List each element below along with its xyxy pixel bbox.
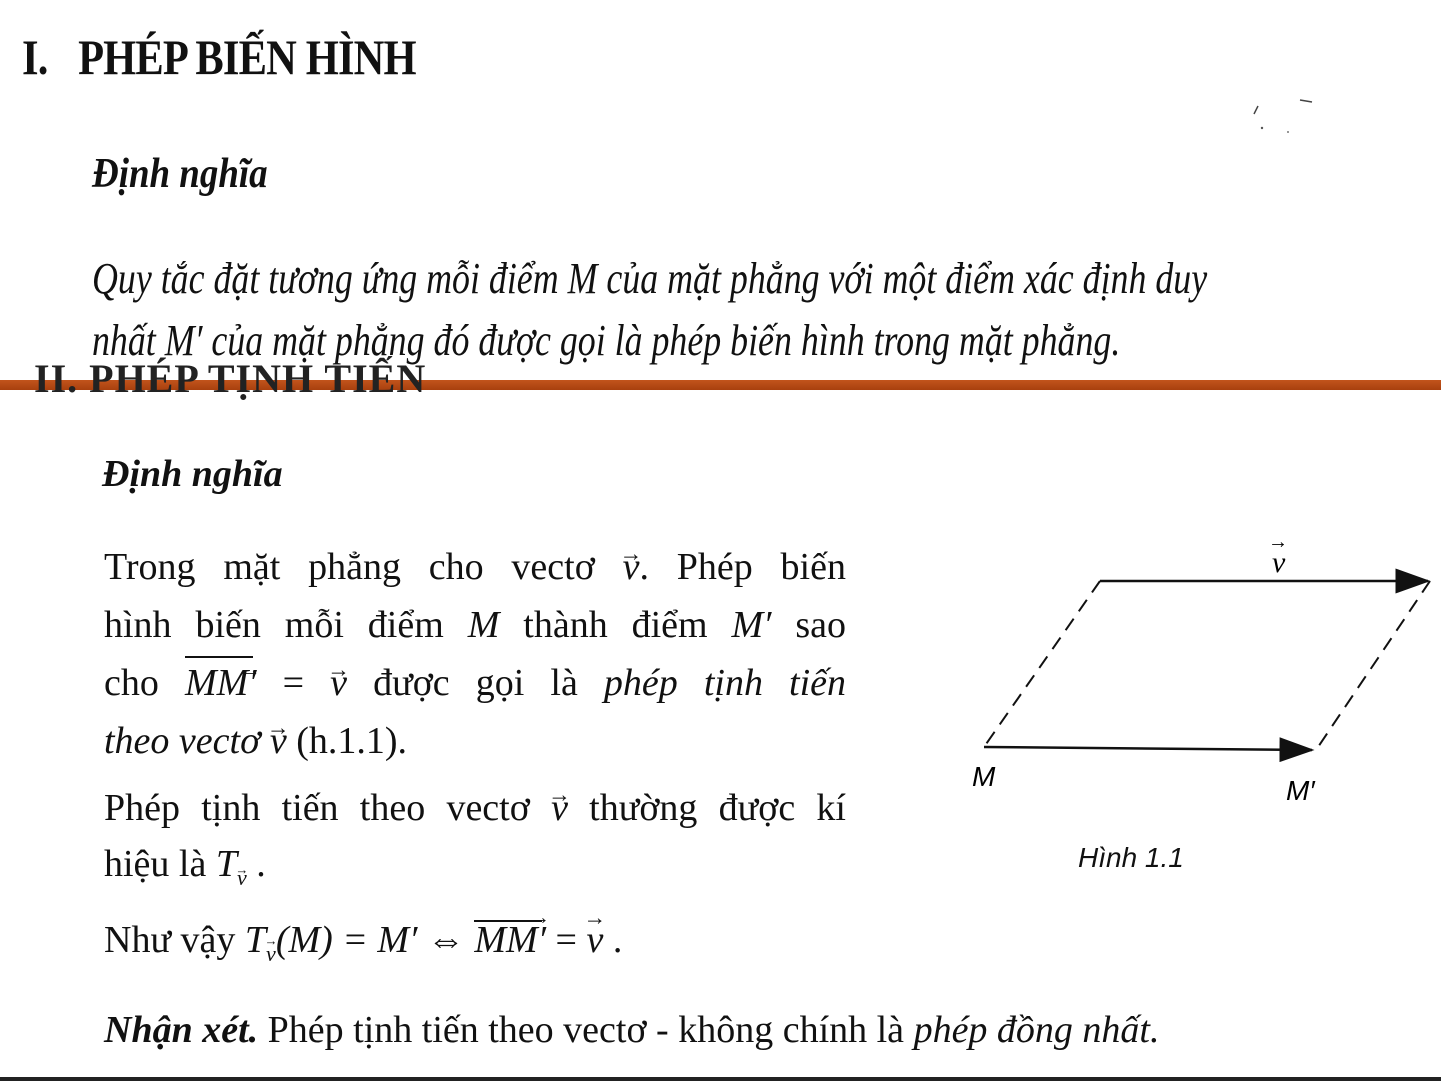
p1-line-4: theo vectơ → v (h.1.1).	[104, 712, 846, 770]
definition-paragraph	[104, 538, 846, 770]
p2-line-2: hiệu là T→ $_v$ .	[104, 836, 846, 906]
p1-line-2: hình biến mỗi điểm M thành điểm M′ sao	[104, 604, 847, 646]
section-numeral-1: I.	[22, 29, 48, 85]
figure-arrow-glyph: →	[1268, 531, 1288, 553]
bottom-vector-MMprime	[984, 747, 1312, 750]
scan-specks	[1248, 96, 1328, 146]
left-dashed-side	[984, 581, 1100, 747]
translation-symbol: T	[215, 843, 237, 885]
section-heading-1	[22, 28, 416, 86]
vector-v: → v	[270, 712, 287, 770]
vector-v: → v	[623, 538, 640, 596]
equivalence-formula: Như vậy T→ $_v$(M) = M′ ⇔ MM′ → = → v .	[104, 918, 622, 967]
definition-1	[92, 248, 1207, 372]
remark-label: Nhận xét.	[104, 1009, 259, 1051]
definition-1-line-2: nhất M′ của mặt phẳng đó được gọi là phép biến hình trong mặt phẳng.	[92, 316, 1121, 365]
definition-1-line-1: Quy tắc đặt tương ứng mỗi điểm M của mặt phẳng với một điểm xác định duy	[92, 254, 1208, 303]
p1-line-1: Trong mặt phẳng cho vectơ → v. Phép biến	[104, 538, 846, 596]
vector-v: → v	[551, 780, 568, 836]
vector-MMprime: MM′ →	[474, 918, 546, 962]
remark: Nhận xét. Phép tịnh tiến theo vectơ - không chính là phép đồng nhất.	[104, 1009, 1160, 1051]
term-phep-dong-nhat: phép đồng nhất.	[913, 1009, 1160, 1051]
p1-line-3: cho MM′ → = → v được gọi là phép tịnh tiến	[104, 654, 846, 712]
vector-v: → v	[330, 654, 347, 712]
clipped-section-heading-2	[34, 356, 454, 401]
figure-caption: Hình 1.1	[1078, 842, 1184, 873]
figure-translation-parallelogram	[960, 530, 1440, 830]
vector-MMprime: MM′ →	[185, 654, 257, 712]
page-bottom-rule	[0, 1077, 1441, 1081]
clipped-heading-text: II. PHÉP TỊNH TIẾN	[34, 356, 427, 401]
vector-v: → v	[586, 918, 603, 962]
section-title-1: PHÉP BIẾN HÌNH	[78, 29, 416, 85]
figure-label-v: v	[1272, 546, 1286, 579]
notation-paragraph	[104, 780, 846, 906]
subheading-definition-2: Định nghĩa	[102, 453, 283, 495]
right-dashed-side	[1316, 581, 1430, 750]
p2-line-1: Phép tịnh tiến theo vectơ → v thường được kí	[104, 780, 846, 836]
figure-label-M: M	[972, 761, 996, 792]
term-phep-tinh-tien: phép tịnh tiến	[603, 662, 847, 704]
figure-label-Mprime: M′	[1286, 775, 1315, 806]
subheading-definition-1: Định nghĩa	[92, 151, 268, 197]
